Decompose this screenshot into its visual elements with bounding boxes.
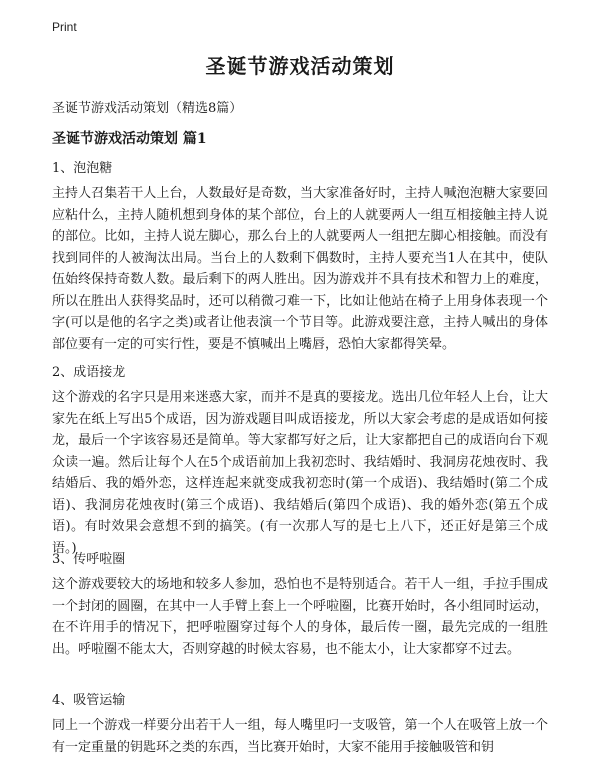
section-title-3: 3、传呼啦圈: [52, 552, 126, 567]
document-title: 圣诞节游戏活动策划: [205, 54, 395, 78]
section-paragraph-2: 这个游戏的名字只是用来迷惑大家，而并不是真的要接龙。选出几位年轻人上台，让大家先在纸上写出5个成语，因为游戏题目叫成语接龙，所以大家会考虑的是成语如何接龙，最后一个字该容易还是简单。等大家都写好之后，让大家都把自己的成语向台下观众读一遍。然后让每个人在5个成语前加上我初恋时、我结婚时、我洞房花烛夜时、我结婚后、我的婚外恋，这样连起来就变成我初恋时(第一个成语)、我结婚时(第二个成语)、我洞房花烛夜时(第三个成语)、我结婚后(第四个成语)、我的婚外恋(第五个成语)。有时效果会意想不到的搞笑。(有一次那人写的是七上八下，还正好是第三个成语。): [52, 390, 548, 556]
article-heading: 圣诞节游戏活动策划 篇1: [52, 131, 207, 147]
print-label: Print: [52, 20, 77, 34]
section-paragraph-4: 同上一个游戏一样要分出若干人一组，每人嘴里叼一支吸管，第一个人在吸管上放一个有一定重量的钥匙环之类的东西，当比赛开始时，大家不能用手接触吸管和钥: [52, 718, 548, 755]
section-paragraph-3: 这个游戏要较大的场地和较多人参加，恐怕也不是特别适合。若干人一组，手拉手围成一个封闭的圆圈，在其中一人手臂上套上一个呼啦圈，比赛开始时，各小组同时运动，在不许用手的情况下，把呼啦圈穿过每个人的身体，最后传一圈，最先完成的一组胜出。呼啦圈不能太大，否则穿越的时候太容易，也不能太小，让大家都穿不过去。: [52, 577, 548, 657]
section-title-2: 2、成语接龙: [52, 365, 126, 380]
document-subtitle: 圣诞节游戏活动策划（精选8篇）: [52, 101, 243, 116]
section-title-1: 1、泡泡糖: [52, 161, 113, 176]
section-paragraph-1: 主持人召集若干人上台，人数最好是奇数，当大家准备好时，主持人喊泡泡糖大家要回应粘什么，主持人随机想到身体的某个部位，台上的人就要两人一组互相接触主持人说的部位。比如，主持人说左脚心，那么台上的人就要两人一组把左脚心相接触。而没有找到同伴的人被淘汰出局。当台上的人数剩下偶数时，主持人要充当1人在其中，使队伍始终保持奇数人数。最后剩下的两人胜出。因为游戏并不具有技术和智力上的难度，所以在胜出人获得奖品时，还可以稍微刁难一下，比如让他站在椅子上用身体表现一个字(可以是他的名字之类)或者让他表演一个节目等。此游戏要注意，主持人喊出的身体部位要有一定的可实行性，要是不慎喊出上嘴唇，恐怕大家都得笑晕。: [52, 186, 548, 352]
section-title-4: 4、吸管运输: [52, 693, 126, 708]
